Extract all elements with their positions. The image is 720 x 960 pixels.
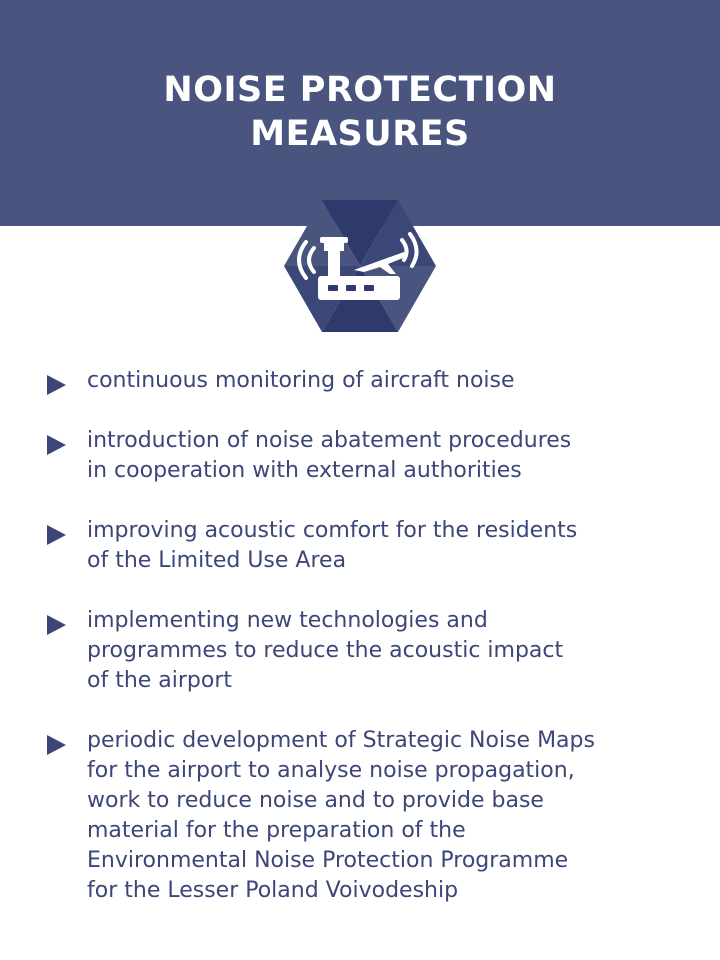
title-line: NOISE PROTECTION <box>163 70 557 110</box>
title-line: MEASURES <box>250 114 470 154</box>
page-title <box>0 68 720 156</box>
item-text: improving acoustic comfort for the residents <box>87 518 578 543</box>
item-text: of the airport <box>87 668 233 693</box>
item-text: for the Lesser Poland Voivodeship <box>87 878 459 903</box>
item-text: implementing new technologies and <box>87 608 488 633</box>
list-item <box>47 366 687 396</box>
list-item <box>47 426 687 486</box>
item-text: work to reduce noise and to provide base <box>87 788 544 813</box>
item-text: of the Limited Use Area <box>87 548 347 573</box>
item-text: Environmental Noise Protection Programme <box>87 848 569 873</box>
measures-list <box>47 366 687 906</box>
item-text: introduction of noise abatement procedures <box>87 428 572 453</box>
item-text: programmes to reduce the acoustic impact <box>87 638 564 663</box>
item-text: material for the preparation of the <box>87 818 466 843</box>
triangle-bullet-icon <box>47 735 66 755</box>
list-item <box>47 606 687 696</box>
list-item <box>47 726 687 906</box>
item-text: in cooperation with external authorities <box>87 458 522 483</box>
triangle-bullet-icon <box>47 525 66 545</box>
triangle-bullet-icon <box>47 375 66 395</box>
item-text: for the airport to analyse noise propagation, <box>87 758 575 783</box>
header-banner <box>0 0 720 226</box>
item-text: periodic development of Strategic Noise Maps <box>87 728 595 753</box>
airport-noise-icon <box>284 200 436 332</box>
list-item <box>47 516 687 576</box>
triangle-bullet-icon <box>47 615 66 635</box>
triangle-bullet-icon <box>47 435 66 455</box>
item-text: continuous monitoring of aircraft noise <box>87 368 515 393</box>
